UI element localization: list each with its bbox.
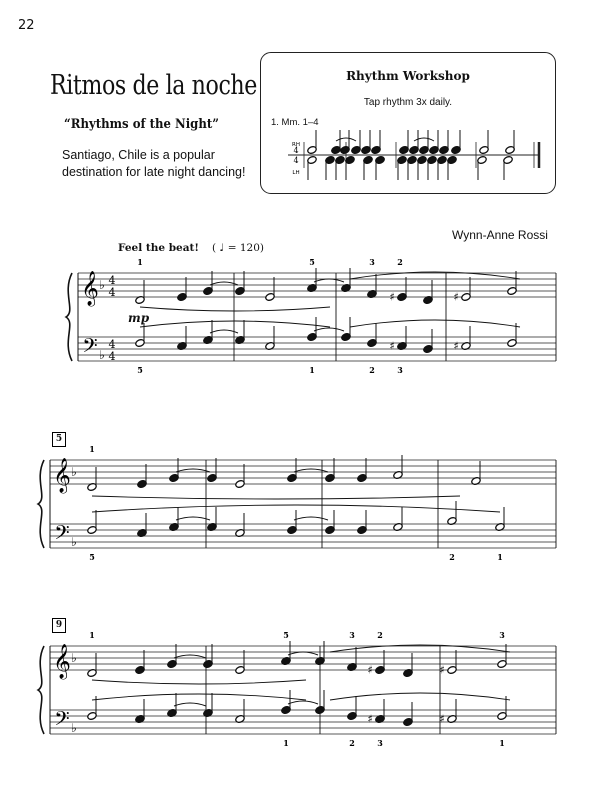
tempo-label: Feel the beat! [118,242,199,254]
fingering: 3 [369,257,375,267]
fingering: 1 [309,365,315,375]
tie [176,469,210,472]
sharp-sign: ♯ [389,290,395,304]
fingering: 1 [137,257,143,267]
flat-key-signature: ♭ [71,721,77,735]
rhythm-item-label: 1. Mm. 1–4 [271,117,319,128]
composer: Wynn-Anne Rossi [452,228,548,242]
time-signature: 4 [293,156,299,165]
fingering: 5 [309,257,315,267]
tie [314,279,344,282]
slur [92,496,460,499]
dynamic-marking: mp [128,311,150,325]
tie [294,469,328,472]
treble-clef: 𝄞 [53,458,71,493]
fingering: 2 [449,552,455,562]
flat-key-signature: ♭ [71,651,77,665]
page-number: 22 [18,18,35,33]
fingering: 1 [497,552,503,562]
rhythm-workshop-title: Rhythm Workshop [346,69,470,83]
flat-key-signature: ♭ [99,348,105,362]
fingering: 3 [499,630,505,640]
tie [288,701,318,704]
slur [140,321,330,327]
fingering: 2 [369,365,375,375]
time-signature: 4 [108,286,116,299]
fingering: 2 [349,738,355,748]
time-signature: 4 [108,338,116,351]
flat-key-signature: ♭ [71,465,77,479]
fingering: 1 [89,444,95,454]
treble-clef: 𝄞 [53,644,71,679]
time-signature: 4 [108,350,116,363]
tie [176,517,210,520]
fingering: 1 [89,630,95,640]
lh-label: LH [292,170,300,176]
flat-key-signature: ♭ [71,535,77,549]
brace [38,460,44,548]
tie [174,655,206,658]
slur [92,680,306,684]
description: Santiago, Chile is a popular destination for late night dancing! [62,148,246,179]
tie [336,138,356,141]
fingering: 3 [349,630,355,640]
brace [66,273,72,361]
brace [38,646,44,734]
slur [140,307,330,311]
bass-clef: 𝄢 [54,521,70,549]
slur [92,694,306,700]
fingering: 2 [377,630,383,640]
tie [288,652,318,655]
slur [330,693,510,700]
sharp-sign: ♯ [389,339,395,353]
rh-label: RH [292,142,300,148]
time-signature: 4 [108,274,116,287]
fingering: 5 [283,630,289,640]
measure-number: 9 [52,618,66,633]
fingering: 3 [377,738,383,748]
fingering: 1 [499,738,505,748]
sharp-sign: ♯ [453,339,459,353]
bass-clef: 𝄢 [54,707,70,735]
sharp-sign: ♯ [453,290,459,304]
time-signature: 4 [293,146,299,155]
sharp-sign: ♯ [439,663,445,677]
tie [294,517,328,520]
page-title: Ritmos de la noche [50,70,257,101]
fingering: 2 [397,257,403,267]
sharp-sign: ♯ [439,712,445,726]
tie [314,328,344,331]
sharp-sign: ♯ [367,663,373,677]
tempo-mark: ( ♩ = 120) [212,242,264,254]
subtitle: “Rhythms of the Night” [64,117,220,132]
sharp-sign: ♯ [367,712,373,726]
fingering: 1 [283,738,289,748]
tie [414,138,434,141]
rhythm-workshop-instruction: Tap rhythm 3x daily. [363,97,453,108]
fingering: 5 [89,552,95,562]
treble-clef: 𝄞 [81,271,99,306]
tie [174,703,206,706]
bass-clef: 𝄢 [82,334,98,362]
measure-number: 5 [52,432,66,447]
flat-key-signature: ♭ [99,278,105,292]
fingering: 5 [137,365,143,375]
fingering: 3 [397,365,403,375]
